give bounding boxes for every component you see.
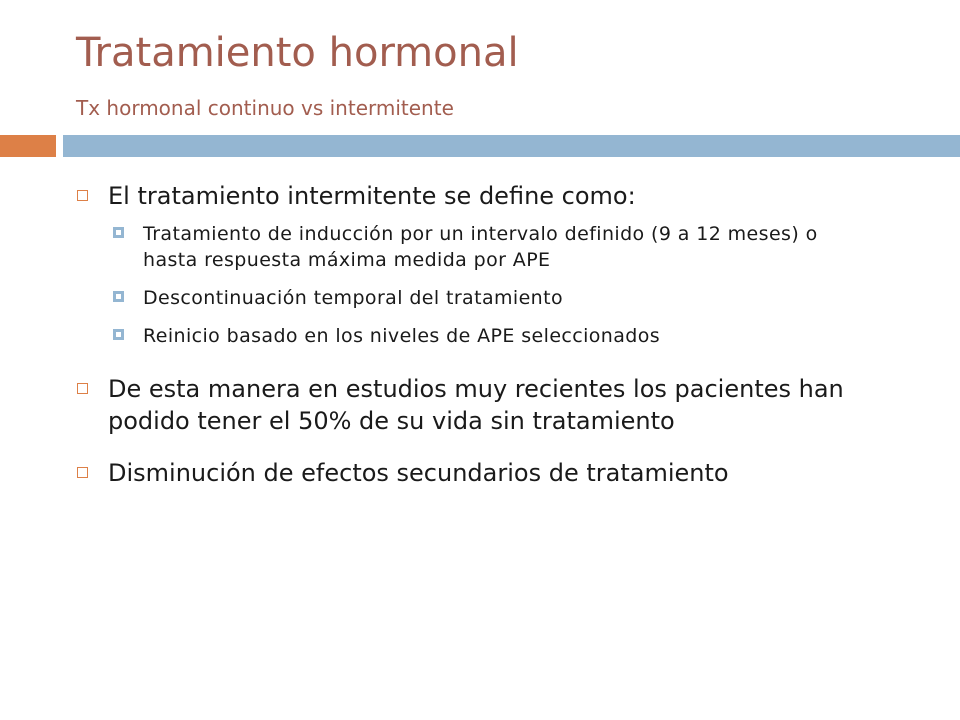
sub-bullet-item [113, 323, 875, 349]
hollow-square-bullet-icon [77, 467, 88, 478]
bullet-list [75, 170, 875, 489]
sub-bullet-text: Tratamiento de inducción por un intervalo definido (9 a 12 meses) o hasta respuesta máxima medida por APE [143, 223, 818, 271]
sub-bullet-item [113, 221, 875, 273]
bullet-item [75, 373, 875, 437]
bullet-item [75, 180, 875, 212]
filled-square-bullet-icon [113, 291, 124, 302]
slide-subtitle: Tx hormonal continuo vs intermitente [76, 96, 454, 120]
sub-bullet-item [113, 285, 875, 311]
bullet-text: El tratamiento intermitente se define como: [108, 182, 636, 210]
filled-square-bullet-icon [113, 227, 124, 238]
bullet-text: De esta manera en estudios muy recientes los pacientes han podido tener el 50% de su vida sin tratamiento [108, 375, 844, 435]
hollow-square-bullet-icon [77, 383, 88, 394]
hollow-square-bullet-icon [77, 190, 88, 201]
accent-bar-blue [63, 135, 960, 157]
slide-title: Tratamiento hormonal [76, 30, 519, 76]
accent-bar-orange [0, 135, 56, 157]
sub-bullet-text: Descontinuación temporal del tratamiento [143, 287, 563, 309]
filled-square-bullet-icon [113, 329, 124, 340]
bullet-text: Disminución de efectos secundarios de tratamiento [108, 459, 729, 487]
bullet-item [75, 457, 875, 489]
sub-bullet-text: Reinicio basado en los niveles de APE seleccionados [143, 325, 661, 347]
